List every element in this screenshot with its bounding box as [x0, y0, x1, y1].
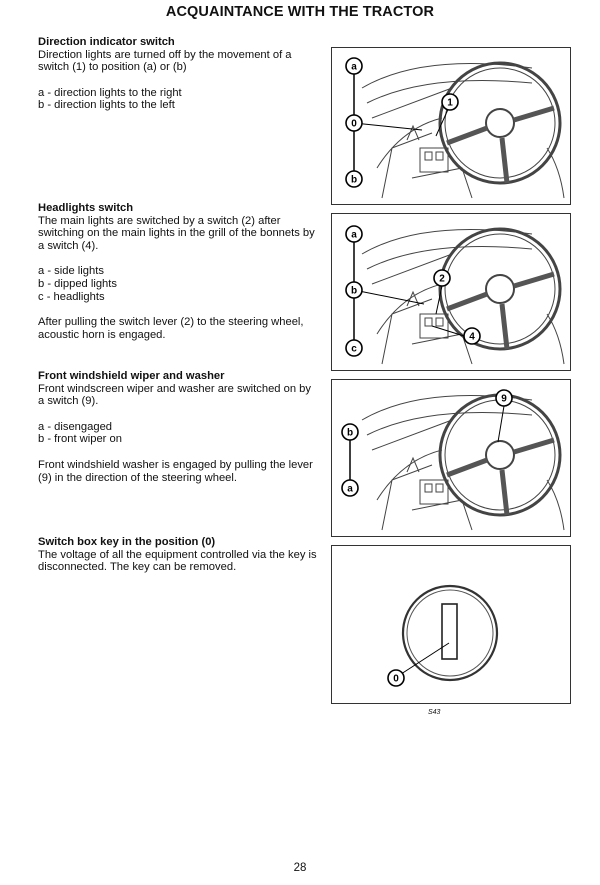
callout-label: 0	[393, 673, 399, 685]
section-intro: The voltage of all the equipment controlled via the key is disconnected. The key can be removed.	[38, 548, 317, 574]
section-note: After pulling the switch lever (2) to the steering wheel, acoustic horn is engaged.	[38, 316, 304, 341]
section-intro: Direction lights are turned off by the movement of a switch (1) to position (a) or (b)	[38, 48, 292, 74]
list-item: c - headlights	[38, 290, 105, 303]
section-heading: Direction indicator switch	[38, 36, 175, 48]
section-intro: The main lights are switched by a switch (2) after switching on the main lights in the grill of the bonnets by a switch (4).	[38, 214, 315, 252]
section-intro: Front windscreen wiper and washer are switched on by a switch (9).	[38, 382, 311, 408]
page-title: ACQUAINTANCE WITH THE TRACTOR	[165, 4, 435, 20]
figure-direction-indicator	[331, 47, 571, 205]
callout-label: c	[351, 343, 357, 355]
callout-label: b	[350, 285, 358, 297]
callout-label: 1	[447, 97, 453, 109]
list-item: a - side lights	[38, 265, 104, 278]
callout-label: b	[350, 174, 358, 186]
section-heading: Headlights switch	[38, 202, 134, 214]
section-wiper-washer	[38, 370, 318, 484]
dashboard-illustration	[332, 48, 570, 204]
callout-label: 4	[469, 331, 475, 343]
figure-code: S43	[428, 709, 441, 716]
list-item: a - direction lights to the right	[38, 86, 182, 99]
callout-label: 9	[501, 393, 507, 405]
callout-label: 0	[351, 118, 357, 130]
dashboard-illustration	[332, 380, 570, 536]
section-heading: Switch box key in the position (0)	[38, 536, 216, 548]
figure-wiper-washer	[331, 379, 571, 537]
figure-headlights	[331, 213, 571, 371]
callout-label: 2	[439, 273, 445, 285]
section-headlights	[38, 202, 318, 341]
list-item: b - direction lights to the left	[38, 99, 175, 112]
figure-switch-box-key	[331, 545, 571, 704]
section-note: Front windshield washer is engaged by pulling the lever (9) in the direction of the steering wheel.	[38, 458, 313, 484]
key-switch-illustration	[332, 546, 570, 703]
section-direction-indicator	[38, 36, 318, 112]
page-number: 28	[293, 862, 307, 874]
callout-label: a	[347, 483, 353, 495]
section-switch-box-key	[38, 536, 318, 574]
key-slot	[442, 604, 457, 659]
dashboard-illustration	[332, 214, 570, 370]
callout-label: b	[346, 427, 354, 439]
callout-label: a	[351, 61, 357, 73]
callout-label: a	[351, 229, 357, 241]
section-heading: Front windshield wiper and washer	[38, 370, 225, 382]
list-item: b - front wiper on	[38, 433, 122, 446]
list-item: a - disengaged	[38, 420, 113, 433]
list-item: b - dipped lights	[38, 277, 117, 290]
